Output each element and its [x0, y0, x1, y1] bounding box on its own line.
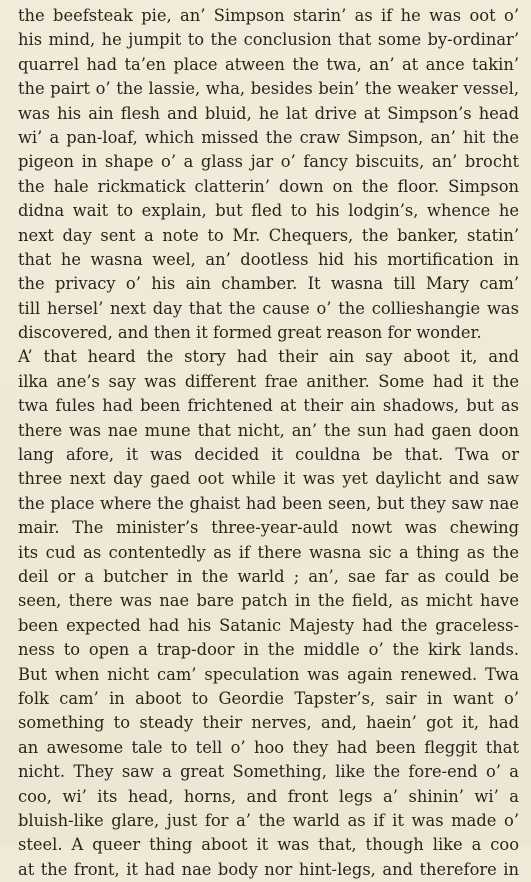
text-line: an awesome tale to tell o’ hoo they had been fleggit that [18, 737, 519, 757]
text-line: his mind, he jumpit to the conclusion that some by-ordinar’ [18, 30, 519, 50]
text-line: quarrel had ta’en place atween the twa, an’ at ance takin’ [18, 54, 519, 74]
text-line: the place where the ghaist had been seen, but they saw nae [18, 493, 519, 513]
body-text [18, 4, 519, 882]
text-line: bluish-like glare, just for a’ the warld as if it was made o’ [18, 810, 519, 830]
text-line: twa fules had been frichtened at their ain shadows, but as [18, 396, 519, 416]
text-line: was his ain flesh and bluid, he lat drive at Simpson’s head [18, 103, 519, 123]
text-line: ilka ane’s say was different frae anither. Some had it the [18, 371, 519, 391]
text-line: the privacy o’ his ain chamber. It wasna till Mary cam’ [18, 274, 519, 294]
text-line: pigeon in shape o’ a glass jar o’ fancy biscuits, an’ brocht [18, 152, 519, 172]
text-line: ness to open a trap-door in the middle o’ the kirk lands. [18, 640, 519, 660]
text-line: next day sent a note to Mr. Chequers, the banker, statin’ [18, 225, 519, 245]
text-line: the pairt o’ the lassie, wha, besides bein’ the weaker vessel, [18, 79, 519, 99]
text-line: the hale rickmatick clatterin’ down on the floor. Simpson [18, 176, 519, 196]
text-line: that he wasna weel, an’ dootless hid his mortification in [18, 249, 519, 269]
text-line: at the front, it had nae body nor hint-legs, and therefore in [18, 859, 519, 879]
text-line: lang afore, it was decided it couldna be that. Twa or [18, 445, 519, 465]
text-line: its cud as contentedly as if there wasna sic a thing as the [18, 542, 519, 562]
text-line: been expected had his Satanic Majesty had the graceless- [18, 615, 519, 635]
text-line: nicht. They saw a great Something, like the fore-end o’ a [18, 762, 519, 782]
text-line: there was nae mune that nicht, an’ the sun had gaen doon [18, 420, 519, 440]
text-line: coo, wi’ its head, horns, and front legs a’ shinin’ wi’ a [18, 786, 519, 806]
text-line: didna wait to explain, but fled to his lodgin’s, whence he [18, 201, 519, 221]
text-line: something to steady their nerves, and, haein’ got it, had [18, 713, 519, 733]
text-line: steel. A queer thing aboot it was that, though like a coo [18, 835, 519, 855]
text-line: A’ that heard the story had their ain say aboot it, and [18, 347, 519, 367]
text-line: the beefsteak pie, an’ Simpson starin’ as if he was oot o’ [18, 6, 519, 25]
text-line: wi’ a pan-loaf, which missed the craw Simpson, an’ hit the [18, 127, 519, 147]
text-line: till hersel’ next day that the cause o’ the collieshangie was [18, 298, 519, 318]
text-line: discovered, and then it formed great reason for wonder. [18, 323, 482, 343]
text-line: mair. The minister’s three-year-auld nowt was chewing [18, 518, 519, 538]
text-line: But when nicht cam’ speculation was again renewed. Twa [18, 664, 519, 684]
text-line: three next day gaed oot while it was yet daylicht and saw [18, 469, 519, 489]
text-line: seen, there was nae bare patch in the field, as micht have [18, 591, 519, 611]
text-line: folk cam’ in aboot to Geordie Tapster’s, sair in want o’ [18, 688, 519, 708]
text-line: deil or a butcher in the warld ; an’, sae far as could be [18, 566, 519, 586]
